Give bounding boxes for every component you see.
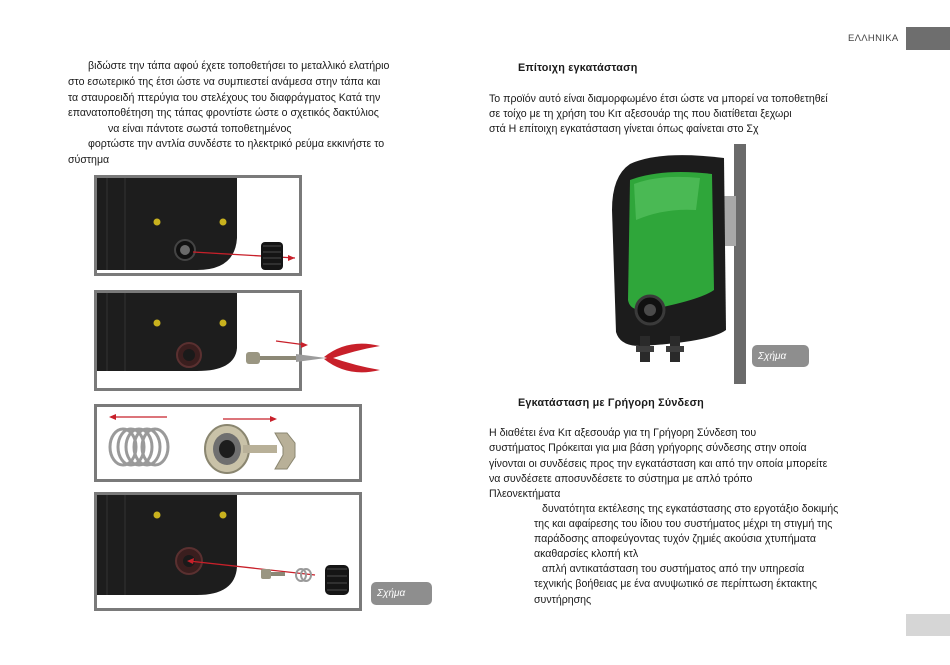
figure-caption-wall: Σχήμα	[752, 345, 809, 367]
quick-line-4: να συνδέσετε αποσυνδέσετε το σύστημα με απλό τρόπο	[489, 473, 753, 485]
advantage-line-6: τεχνικής βοήθειας με ένα ανυψωτικό σε περίπτωση έκτακτης	[534, 578, 817, 590]
wall-line-2: σε τοίχο με τη χρήση του Κιτ αξεσουάρ της που διατίθεται ξεχωρι	[489, 108, 792, 120]
advantages-label: Πλεονεκτήματα	[489, 488, 561, 500]
left-line-4: επανατοποθέτηση της τάπας φροντίστε ώστε ο σχετικός δακτύλιος	[68, 107, 379, 119]
wall-line-1: Το προϊόν αυτό είναι διαμορφωμένο έτσι ώστε να μπορεί να τοποθετηθεί	[489, 93, 828, 105]
left-line-1: βιδώστε την τάπα αφού έχετε τοποθετήσει το μεταλλικό ελατήριο	[88, 60, 390, 72]
pliers-icon	[244, 338, 386, 378]
quick-line-2: συστήματος Πρόκειται για μια βάση γρήγορης σύνδεσης στην οποία	[489, 442, 807, 454]
left-line-2: στο εσωτερικό της έτσι ώστε να συμπιεστεί ανάμεσα στην τάπα και	[68, 76, 381, 88]
step-photo-3	[94, 404, 362, 482]
step-photo-1	[94, 175, 302, 276]
wall-line-3: στά Η επίτοιχη εγκατάσταση γίνεται όπως φαίνεται στο Σχ	[489, 123, 759, 135]
figure-caption-left: Σχήμα	[371, 582, 432, 605]
wall-installation-heading: Επίτοιχη εγκατάσταση	[518, 62, 638, 74]
quick-connection-heading: Εγκατάσταση με Γρήγορη Σύνδεση	[518, 397, 704, 409]
advantage-line-5: απλή αντικατάσταση του συστήματος από την υπηρεσία	[542, 563, 805, 575]
pump-cap-removal-illustration	[97, 178, 299, 273]
wall-mounted-pump-illustration	[600, 140, 750, 388]
language-tab	[906, 27, 950, 50]
left-line-5: να είναι πάντοτε σωστά τοποθετημένος	[108, 123, 292, 135]
left-line-6: φορτώστε την αντλία συνδέστε το ηλεκτρικό ρεύμα εκκινήστε το	[88, 138, 385, 150]
left-line-3: τα σταυροειδή πτερύγια του στελέχους του διαφράγματος Κατά την	[68, 92, 381, 104]
step-photo-4	[94, 492, 362, 611]
advantage-line-7: συντήρησης	[534, 594, 592, 606]
quick-line-1: Η διαθέτει ένα Κιτ αξεσουάρ για τη Γρήγορη Σύνδεση του	[489, 427, 757, 439]
spring-and-diaphragm-illustration	[97, 407, 359, 479]
reassembly-illustration	[97, 495, 359, 608]
advantage-line-3: παράδοσης αποφεύγοντας τυχόν ζημιές ακούσια χτυπήματα	[534, 533, 817, 545]
advantage-line-2: της και αφαίρεσης του ίδιου του συστήματος μέχρι τη στιγμή της	[534, 518, 833, 530]
language-label: ΕΛΛΗΝΙΚΑ	[848, 33, 899, 44]
page-number-tab	[906, 614, 950, 636]
quick-line-3: γίνονται οι συνδέσεις προς την εγκατάσταση και από την οποία μπορείτε	[489, 458, 828, 470]
advantage-line-1: δυνατότητα εκτέλεσης της εγκατάστασης στο εργοτάξιο δοκιμής	[542, 503, 839, 515]
advantage-line-4: ακαθαρσίες κλοπή κτλ	[534, 548, 639, 560]
left-line-7: σύστημα	[68, 154, 110, 166]
